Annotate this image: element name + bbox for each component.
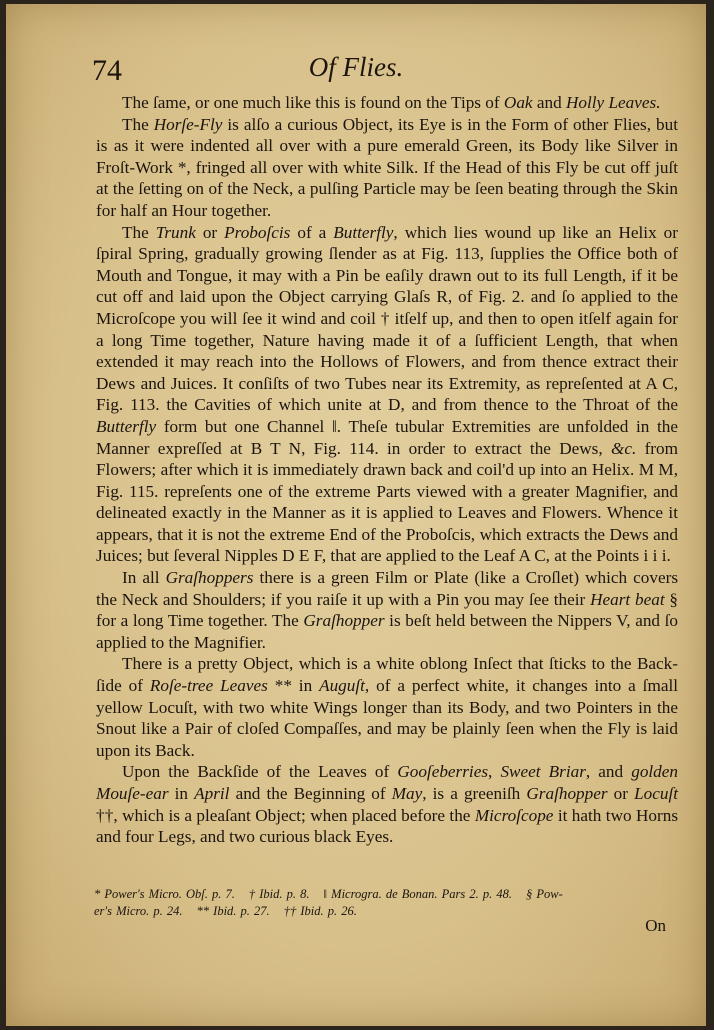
italic-text: Oak [503, 93, 533, 112]
italic-text: Butterfly [333, 222, 394, 242]
text-run: from Flowers; after which it is immediately drawn back and coil'd up into an Helix. M M, Fig. 115. repreſents one of the extreme Parts viewed with a greater Magnifier, and delineated exactly in the Manner as it is applied to Leaves and Flowers. Whence it appears, that it is not the extreme End of the Proboſcis, which extracts the Dews and Juices; but ſeveral Nipples D E F, that are applied to the Leaf A C, at the Points i i i. [96, 438, 678, 566]
footnote: †† Ibid. p. 26. [283, 904, 357, 918]
footnote: † Ibid. p. 8. [248, 887, 310, 901]
italic-text: Auguſt [319, 676, 365, 696]
italic-text: Roſe-tree Leaves [149, 676, 268, 696]
text-run: is beſt held between the Nippers V, and ſo applied to the Magnifier. [96, 611, 678, 652]
footnote: ‖ Microgra. de Bonan. Pars 2. p. 48. [323, 887, 513, 901]
paragraph [96, 92, 678, 114]
italic-text: Sweet Briar [500, 762, 586, 782]
italic-text: Butterfly [96, 416, 157, 436]
text-run: there is a green Film or Plate (like a Croſlet) which covers the Neck and Shoulders; if you raiſe it up with a Pin you may ſee their [96, 568, 679, 609]
page-number: 74 [92, 54, 122, 87]
book-page [6, 4, 706, 1026]
body-text [96, 92, 678, 848]
text-run: is alſo a curious Object, its Eye is in the Form of other Flies, but is as it were indented all over with a pure emerald Green, its Body like Silver in Froſt-Work *, fringed all over with white Silk. If the Head of this Fly be cut off juſt at the ſetting on of the Neck, a pulſing Particle may be ſeen beating through the Skin for half an Hour together. [96, 114, 678, 220]
text-run: form but one Channel ‖. Theſe tubular Extremities are unfolded in the Manner expreſſed at B T N, Fig. 114. in order to extract the Dews, [96, 416, 678, 458]
paragraph [96, 653, 678, 761]
text-run: , which lies wound up like an Helix or ſpiral Spring, gradually growing ſlender as at Fig. 113, ſupplies the Office both of Mouth and Tongue, it may with a Pin be eaſily drawn out to its full Length, if it be cut off and laid upon the Object carrying Glaſs R, of Fig. 2. and ſo applied to the Microſcope you will ſee it wind and coil † itſelf up, and then to open itſelf again for a long Time together, Nature having made it of a ſufficient Length, that when extended it may reach into the Hollows of Flowers, and from thence extract their Dews and Juices. It conſiſts of two Tubes near its Extremity, as repreſented at A C, Fig. 113. the Cavities of which unite at D, and from thence to the Throat of the [96, 222, 678, 415]
text-run: it hath two Horns and four Legs, and two curious black Eyes. [96, 805, 679, 847]
text-run: or [607, 784, 635, 803]
catchword: On [645, 916, 666, 935]
footnote: er's Micro. p. 24. [94, 904, 183, 918]
text-run: In all [122, 568, 166, 588]
text-run: of a [290, 222, 334, 242]
text-run: in [168, 784, 195, 803]
italic-text: Graſhoppers [165, 568, 254, 588]
text-run: Upon the Backſide of the Leaves of [122, 762, 398, 782]
italic-text: Locuſt [634, 784, 679, 803]
footnotes [94, 886, 688, 920]
italic-text: golden Mouſe-ear [96, 762, 678, 803]
italic-text: Horſe-Fly [153, 114, 223, 134]
text-run: The [122, 114, 154, 134]
italic-text: Heart beat [590, 589, 665, 609]
text-run: ** in [267, 676, 320, 696]
italic-text: Gooſeberries [397, 762, 489, 782]
footnote: ** Ibid. p. 27. [196, 904, 270, 918]
text-run: , is a greeniſh [422, 784, 527, 803]
footnote: § Pow- [526, 887, 563, 901]
paragraph [96, 114, 678, 222]
text-run: and the Beginning of [229, 784, 392, 803]
text-run: , and [585, 762, 632, 782]
text-run: , [488, 762, 501, 782]
text-run: The [122, 222, 156, 242]
text-run: and [532, 93, 566, 112]
text-run: There is a pretty Object, which is a white oblong Inſect that ſticks to the Back-ſide of [96, 654, 678, 696]
italic-text: Trunk [155, 222, 196, 242]
text-run: § for a long Time together. The [96, 589, 678, 631]
page-header [6, 48, 706, 88]
italic-text: Proboſcis [224, 222, 291, 242]
italic-text: Microſcope [474, 805, 554, 825]
text-run: The ſame, or one much like this is found on the Tips of [122, 93, 504, 112]
paragraph [96, 567, 678, 653]
text-run: , of a perfect white, it changes into a ſmall yellow Locuſt, with two white Wings longer than its Body, and two Pointers in the Snout like a Pair of cloſed Compaſſes, and may be plainly ſeen when the Fly is laid upon its Back. [96, 676, 679, 760]
italic-text: April [194, 784, 230, 803]
italic-text: Holly Leaves. [565, 93, 661, 112]
paragraph [96, 761, 678, 847]
footnote-line-1 [94, 886, 688, 903]
text-run: or [195, 222, 225, 242]
running-head: Of Flies. [308, 52, 404, 82]
paragraph [96, 222, 678, 568]
italic-text: Graſhopper [303, 611, 385, 631]
italic-text: Graſhopper [526, 784, 608, 803]
footnote: * Power's Micro. Obſ. p. 7. [94, 887, 235, 901]
text-run: ††, which is a pleaſant Object; when placed before the [96, 805, 475, 825]
italic-text: &c. [610, 438, 637, 458]
italic-text: May [391, 784, 423, 803]
footnote-line-2 [94, 903, 688, 920]
